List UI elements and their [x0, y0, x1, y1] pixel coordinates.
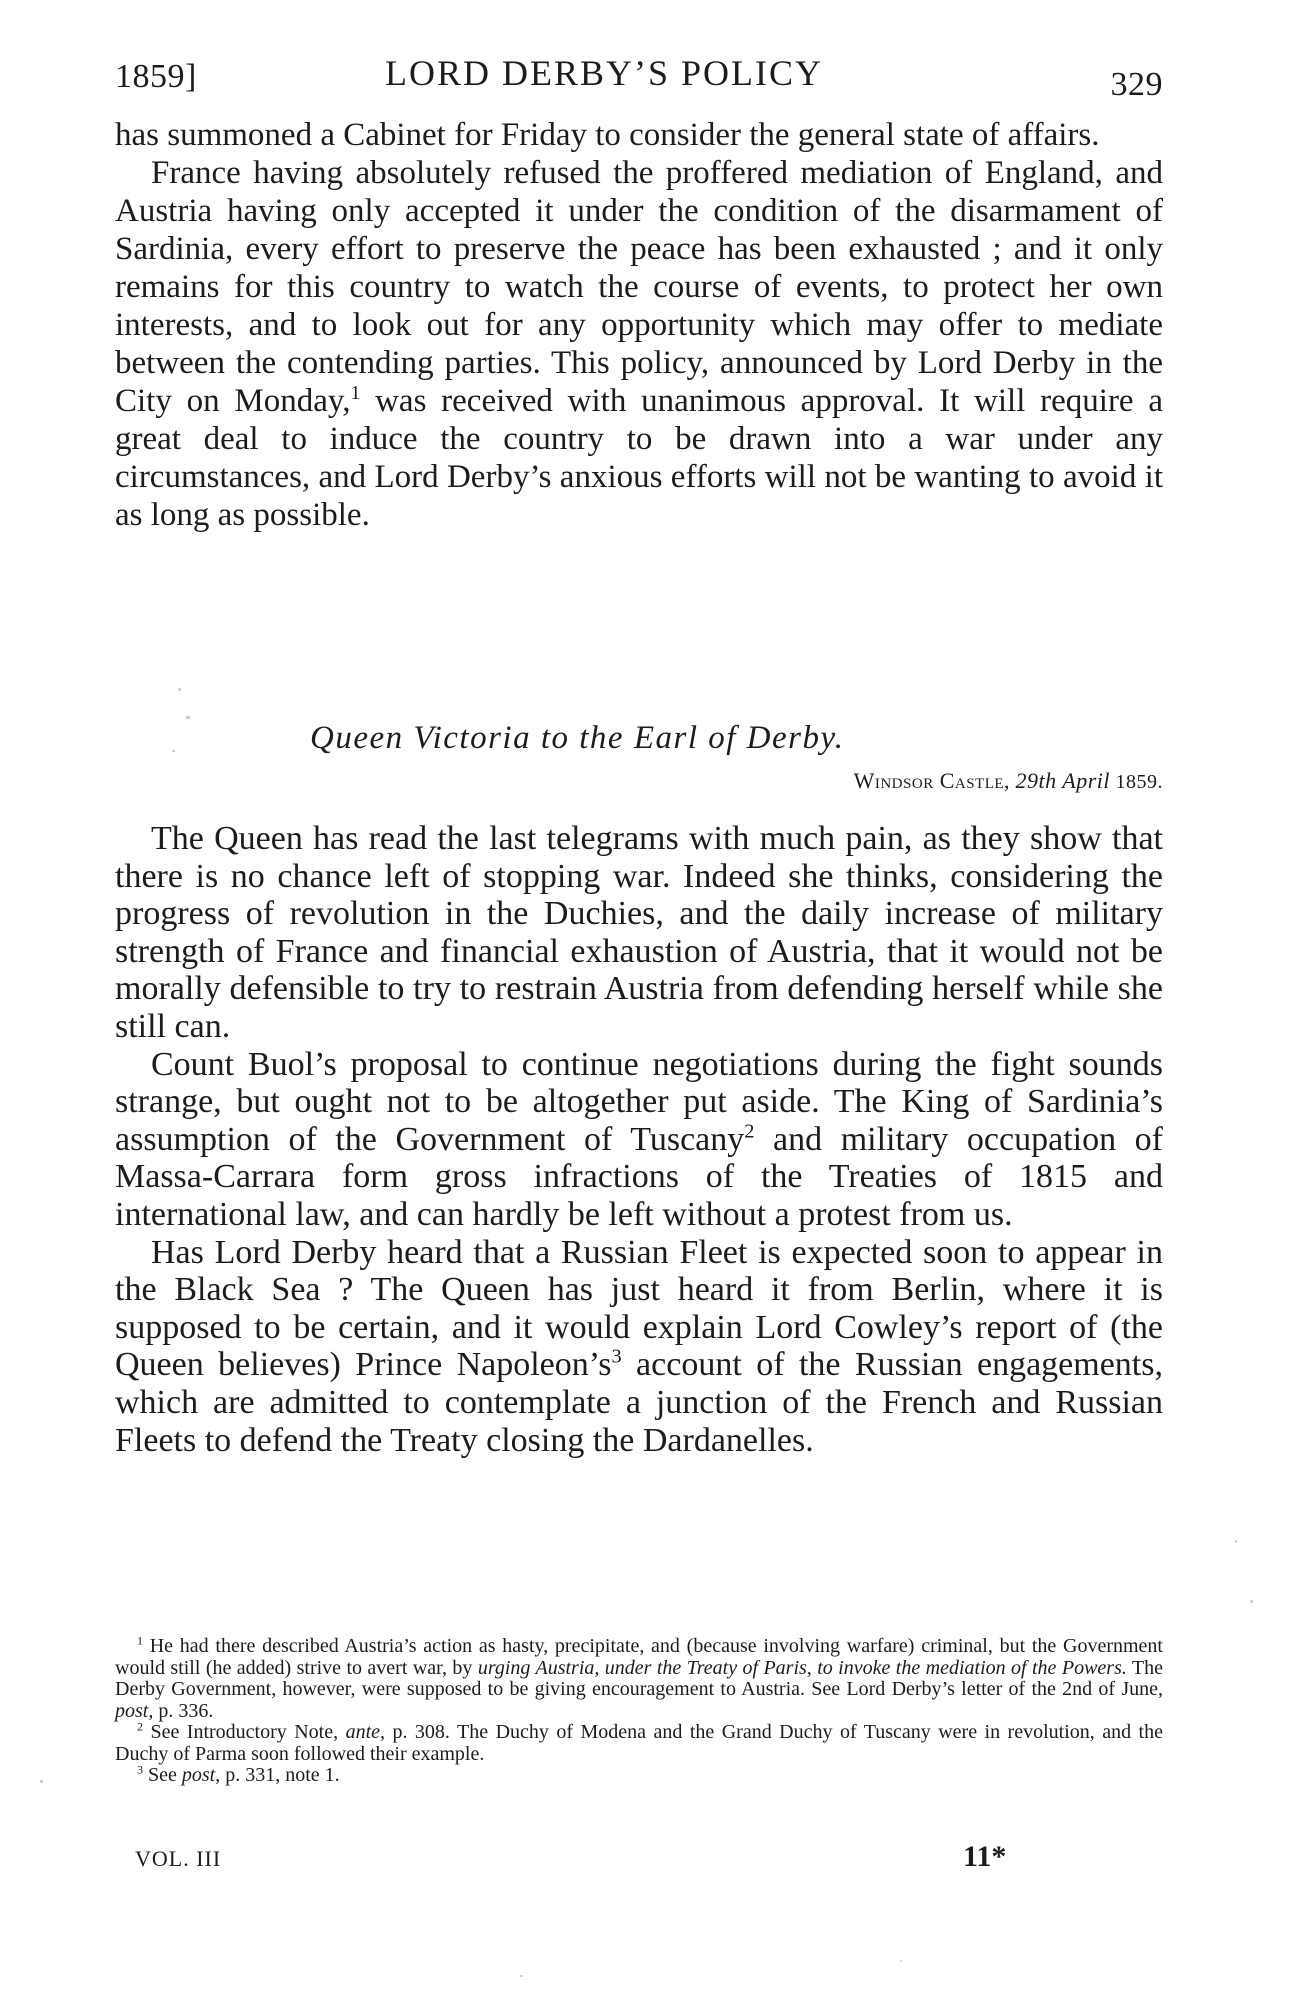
letter-paragraph-2-a: Count Buol’s proposal to continue negotiations during the fight sounds strange, but ought not to be altogether put aside. The King of Sardinia’s assumption of the Government of Tuscany — [115, 1045, 1163, 1158]
letter-body — [115, 820, 1163, 1459]
scan-speck — [1235, 1540, 1237, 1543]
scan-speck — [186, 716, 190, 719]
page-number: 329 — [1110, 66, 1163, 103]
footnote-2 — [115, 1719, 1163, 1765]
footnote-2-number: 2 — [137, 1719, 143, 1734]
scan-speck — [1250, 1600, 1253, 1603]
volume-label: VOL. III — [135, 1846, 222, 1871]
policy-text-a: France having absolutely refused the proffered mediation of England, and Austria having only accepted it under the condition of the disarmament of Sardinia, every effort to preserve the peace has been exhausted ; and it only remains for this country to watch the course of events, to protect her own interests, and to look out for any opportunity which may offer to mediate between the contending parties. This policy, announced by Lord Derby in the City on Monday, — [115, 155, 1163, 419]
footnote-1-post: post — [115, 1699, 149, 1722]
footnote-3-number: 3 — [137, 1762, 143, 1777]
scan-speck — [178, 688, 181, 691]
footnote-3-post: post — [181, 1764, 216, 1786]
header-title: LORD DERBY’S POLICY — [385, 53, 824, 93]
footnote-ref-1: 1 — [350, 382, 361, 404]
footnote-2-text-b: , p. 308. The Duchy of Modena and the Grand Duchy of Tuscany were in revolution, and the Duchy of Parma soon followed their example. — [115, 1721, 1163, 1765]
dateline-place: Windsor Castle, — [853, 768, 1011, 793]
footnote-1-text-b: The Derby Government, however, were supposed to be giving encouragement to Austria. See Lord Derby’s letter of the 2nd of June, — [115, 1656, 1164, 1700]
letter-continuation — [115, 116, 1163, 534]
letter-paragraph-3 — [115, 1234, 1163, 1460]
footnote-1-italic: urging Austria, under the Treaty of Paris, to invoke the mediation of the Powers. — [477, 1656, 1127, 1679]
footnote-ref-3: 3 — [611, 1345, 622, 1368]
footnote-ref-2: 2 — [744, 1120, 755, 1143]
footnote-1-text-a: He had there described Austria’s action as hasty, precipitate, and (because involving warfare) criminal, but the Government would still (he added) strive to avert war, by — [115, 1635, 1163, 1679]
continued-paragraph: has summoned a Cabinet for Friday to consider the general state of affairs. — [115, 117, 1100, 153]
signature-mark: 11* — [963, 1840, 1007, 1873]
book-page — [115, 0, 1163, 2013]
running-header — [115, 52, 1163, 103]
letter-heading: Queen Victoria to the Earl of Derby. — [310, 720, 845, 756]
letter-paragraph-2 — [115, 1046, 1163, 1234]
scan-speck — [520, 1975, 523, 1977]
footnote-1 — [115, 1633, 1164, 1722]
dateline-date: 29th April — [1015, 768, 1110, 793]
scan-speck — [40, 1780, 43, 1783]
footnote-1-number: 1 — [137, 1633, 143, 1648]
scan-speck — [172, 750, 175, 752]
footnote-1-text-c: , p. 336. — [148, 1699, 214, 1722]
policy-text-b: was received with unanimous approval. It will require a great deal to induce the country to be drawn into a war under any circumstances, and Lord Derby’s anxious efforts will not be wanting to avoid it as long as possible. — [115, 383, 1163, 533]
letter-paragraph-1: The Queen has read the last telegrams with much pain, as they show that there is no chance left of stopping war. Indeed she thinks, considering the progress of revolution in the Duchies, and the daily increase of military strength of France and financial exhaustion of Austria, that it would not be morally defensible to try to restrain Austria from defending herself while she still can. — [115, 820, 1163, 1045]
scan-speck — [900, 1960, 902, 1962]
footnote-3 — [115, 1762, 1163, 1787]
footnote-2-text-a: See Introductory Note, — [143, 1721, 346, 1743]
policy-paragraph — [115, 154, 1163, 534]
letter-paragraph-3-b: account of the Russian engagements, which are admitted to contemplate a junction of the French and Russian Fleets to defend the Treaty closing the Dardanelles. — [115, 1346, 1163, 1459]
header-year: 1859] — [115, 58, 197, 95]
footnotes — [115, 1633, 1164, 1787]
dateline — [854, 768, 1163, 794]
footnote-3-text-a: See — [143, 1764, 182, 1786]
dateline-year: 1859. — [1115, 771, 1163, 793]
footnote-2-ante: ante — [345, 1721, 381, 1743]
footnote-3-text-b: , p. 331, note 1. — [215, 1764, 340, 1786]
letter-paragraph-2-b: and military occupation of Massa-Carrara form gross infractions of the Treaties of 1815 and international law, and can hardly be left without a protest from us. — [115, 1120, 1163, 1233]
letter-paragraph-3-a: Has Lord Derby heard that a Russian Fleet is expected soon to appear in the Black Sea ? The Queen has just heard it from Berlin, where it is supposed to be certain, and it would explain Lord Cowley’s report of (the Queen believes) Prince Napoleon’s — [115, 1233, 1163, 1384]
page-footer — [115, 1840, 1163, 1880]
